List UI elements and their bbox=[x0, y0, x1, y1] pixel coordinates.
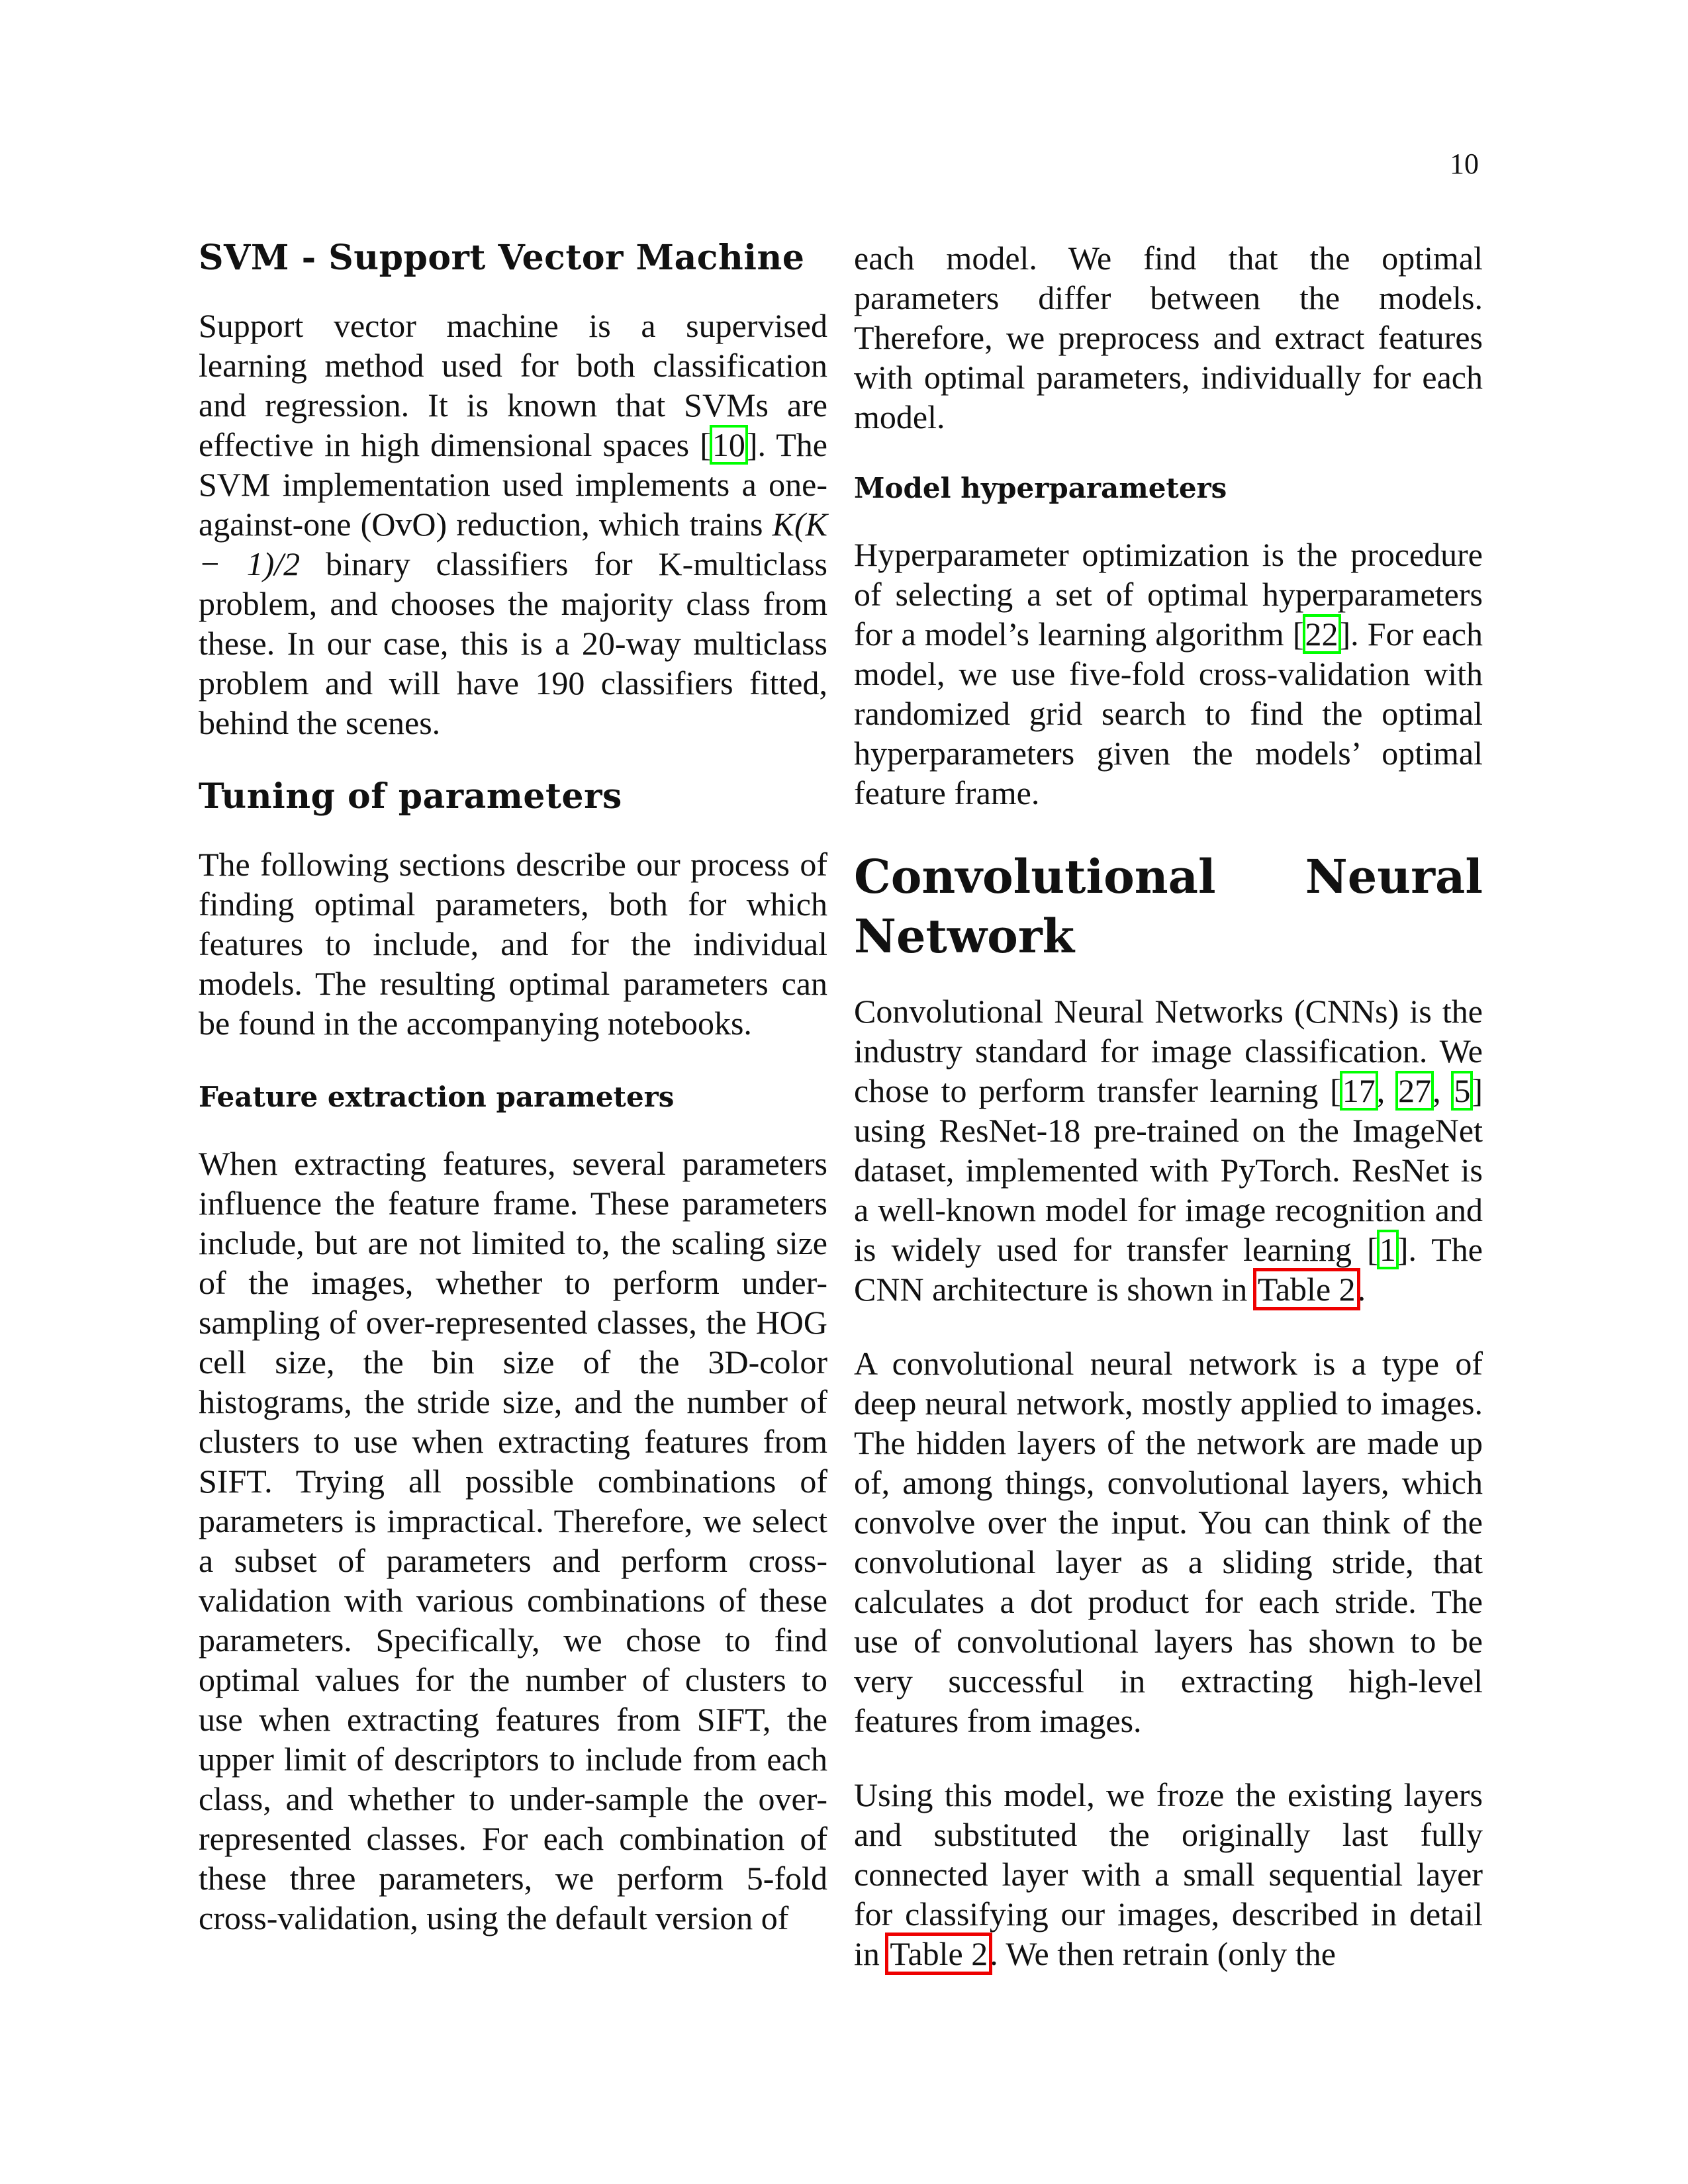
text: , bbox=[1432, 1072, 1453, 1109]
text: ]. For each model, we use five-fold cross-validation with randomized grid search to find the optimal hyperparameters given the models’ optimal feature frame. bbox=[854, 615, 1483, 811]
page-number: 10 bbox=[1450, 148, 1479, 180]
table-reference-link[interactable]: Table 2 bbox=[1256, 1271, 1358, 1308]
citation-link[interactable]: 17 bbox=[1342, 1072, 1376, 1109]
cnn-paragraph-2: A convolutional neural network is a type of deep neural network, mostly applied to images. The hidden layers of the network are made up of, among things, convolutional layers, which convolve over the input. You can think of the convolutional layer as a sliding stride, that calculates a dot product for each stride. The use of convolutional layers has shown to be very successful in extracting high-level features from images. bbox=[854, 1345, 1483, 1739]
citation-link[interactable]: 1 bbox=[1379, 1231, 1396, 1268]
svm-paragraph bbox=[199, 306, 827, 743]
text: ] using ResNet-18 pre-trained on the ImageNet dataset, implemented with PyTorch. ResNet is a well-known model for image recognition and is widely used for transfer learning [ bbox=[854, 1072, 1483, 1268]
citation-link[interactable]: 5 bbox=[1454, 1072, 1471, 1109]
text: Convolutional Neural Networks (CNNs) is the industry standard for image classification. We chose to perform transfer learning [ bbox=[854, 993, 1483, 1109]
citation-link[interactable]: 22 bbox=[1305, 615, 1338, 653]
left-column bbox=[199, 238, 827, 1972]
cnn-paragraph-1 bbox=[854, 991, 1483, 1309]
text: ]. The SVM implementation used implements a one-against-one (OvO) reduction, which trains bbox=[199, 426, 827, 543]
tuning-heading: Tuning of parameters bbox=[199, 776, 622, 817]
text: Hyperparameter optimization is the procedure of selecting a set of optimal hyperparameters for a model’s learning algorithm [ bbox=[854, 536, 1483, 653]
text: binary classifiers for K-multiclass problem, and chooses the majority class from these. In our case, this is a 20-way multiclass problem and will have 190 classifiers fitted, behind the scenes. bbox=[199, 545, 827, 741]
continuation-paragraph: each model. We find that the optimal parameters differ between the models. Therefore, we preprocess and extract features with optimal parameters, individually for each model. bbox=[854, 240, 1483, 435]
feature-extraction-paragraph: When extracting features, several parameters influence the feature frame. These parameters include, but are not limited to, the scaling size of the images, whether to perform under-sampling of over-represented classes, the HOG cell size, the bin size of the 3D-color histograms, the stride size, and the number of clusters to use when extracting features from SIFT. Trying all possible combinations of parameters is impractical. Therefore, we select a subset of parameters and perform cross-validation with various combinations of these parameters. Specifically, we chose to find optimal values for the number of clusters to use when extracting features from SIFT, the upper limit of descriptors to include from each class, and whether to under-sample the over-represented classes. For each combination of these three parameters, we perform 5-fold cross-validation, using the default version of bbox=[199, 1145, 827, 1936]
table-reference-link[interactable]: Table 2 bbox=[888, 1935, 990, 1972]
text: . We then retrain (only the bbox=[990, 1935, 1336, 1972]
hyperparameters-paragraph bbox=[854, 535, 1483, 813]
text: ]. The CNN architecture is shown in bbox=[854, 1231, 1483, 1308]
citation-link[interactable]: 27 bbox=[1398, 1072, 1432, 1109]
text: Support vector machine is a supervised learning method used for both classification and regression. It is known that SVMs are effective in high dimensional spaces [ bbox=[199, 307, 827, 463]
math-expression: K(K − 1)/2 bbox=[199, 506, 827, 582]
text: Using this model, we froze the existing layers and substituted the originally last fully connected layer with a small sequential layer for classifying our images, described in detail in bbox=[854, 1776, 1483, 1972]
hyperparameters-heading: Model hyperparameters bbox=[854, 472, 1227, 504]
cnn-heading: Convolutional Neural Network bbox=[854, 849, 1483, 964]
feature-extraction-heading: Feature extraction parameters bbox=[199, 1081, 675, 1113]
citation-link[interactable]: 10 bbox=[712, 426, 745, 463]
cnn-paragraph-3 bbox=[854, 1775, 1483, 1974]
svm-heading: SVM - Support Vector Machine bbox=[199, 238, 805, 278]
text: . bbox=[1357, 1271, 1366, 1308]
tuning-paragraph: The following sections describe our process of finding optimal parameters, both for which features to include, and for the individual models. The resulting optimal parameters can be found in the accompanying notebooks. bbox=[199, 846, 827, 1042]
right-column bbox=[854, 238, 1483, 2008]
text: , bbox=[1376, 1072, 1397, 1109]
